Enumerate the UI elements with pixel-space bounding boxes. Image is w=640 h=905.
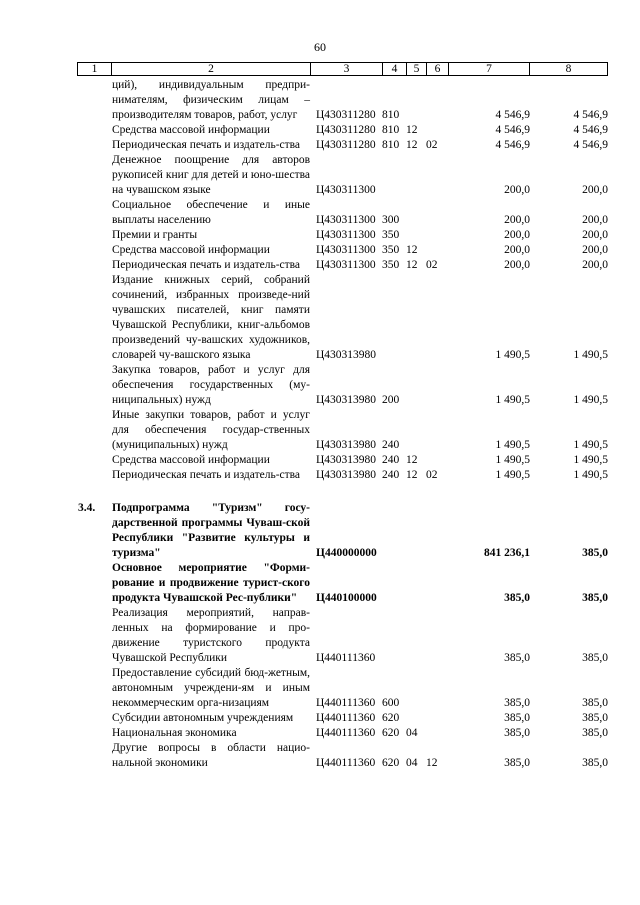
header-col-7: 7 <box>448 62 530 76</box>
row-name: Средства массовой информации <box>112 124 270 136</box>
table-body <box>78 78 608 771</box>
row-code: Ц430311280 <box>316 109 376 121</box>
row-sum-2: 385,0 <box>582 697 608 709</box>
row-sum-2: 1 490,5 <box>573 439 608 451</box>
header-col-1: 1 <box>77 62 112 76</box>
table-row <box>78 561 608 606</box>
header-col-3: 3 <box>310 62 383 76</box>
row-rz: 12 <box>406 454 418 466</box>
row-name: Средства массовой информации <box>112 244 270 256</box>
row-code: Ц430313980 <box>316 394 377 406</box>
header-col-6: 6 <box>426 62 449 76</box>
row-vr: 810 <box>382 124 400 136</box>
row-vr: 200 <box>382 394 400 406</box>
row-name: Национальная экономика <box>112 727 237 739</box>
row-sum-1: 1 490,5 <box>495 349 530 361</box>
row-name: Подпрограмма "Туризм" госу-дарственной программы Чуваш-ской Республики "Развитие культуры и туризма" <box>112 502 310 559</box>
row-code: Ц430313980 <box>316 439 377 451</box>
row-sum-1: 1 490,5 <box>495 439 530 451</box>
row-code: Ц440111360 <box>316 697 376 709</box>
row-name: Средства массовой информации <box>112 454 270 466</box>
table-row <box>78 228 608 243</box>
row-code: Ц440111360 <box>316 652 376 664</box>
row-sum-1: 200,0 <box>504 229 530 241</box>
row-sum-1: 200,0 <box>504 184 530 196</box>
row-sum-2: 200,0 <box>582 259 608 271</box>
table-row <box>78 741 608 771</box>
row-sum-1: 4 546,9 <box>495 109 530 121</box>
row-sum-2: 200,0 <box>582 214 608 226</box>
row-vr: 350 <box>382 244 400 256</box>
table-row <box>78 726 608 741</box>
row-code: Ц430313980 <box>316 454 377 466</box>
row-sum-1: 385,0 <box>504 652 530 664</box>
row-sum-1: 1 490,5 <box>495 394 530 406</box>
page-number: 60 <box>314 40 326 54</box>
row-vr: 810 <box>382 109 400 121</box>
row-rz: 12 <box>406 124 418 136</box>
row-code: Ц430311300 <box>316 259 376 271</box>
row-sum-2: 200,0 <box>582 229 608 241</box>
row-sum-1: 200,0 <box>504 214 530 226</box>
row-name: Периодическая печать и издатель-ства <box>112 259 301 271</box>
row-pr: 02 <box>426 259 438 271</box>
row-sum-2: 1 490,5 <box>573 394 608 406</box>
row-name: ций), индивидуальным предпри-нимателям, физическим лицам – производителям товаров, работ, услуг <box>112 79 310 121</box>
header-col-8: 8 <box>529 62 608 76</box>
row-name: Закупка товаров, работ и услуг для обеспечения государственных (му-ниципальных) нужд <box>112 364 310 406</box>
row-sum-2: 4 546,9 <box>573 139 608 151</box>
row-pr: 02 <box>426 139 438 151</box>
row-sum-2: 200,0 <box>582 184 608 196</box>
row-name: Субсидии автономным учреждениям <box>112 712 294 724</box>
table-row <box>78 363 608 408</box>
row-vr: 620 <box>382 757 400 769</box>
row-sum-1: 841 236,1 <box>484 547 530 559</box>
header-col-5: 5 <box>406 62 427 76</box>
row-name: Предоставление субсидий бюд-жетным, автономным учреждени-ям и иным некоммерческим орга-низациям <box>112 667 310 709</box>
header-col-2: 2 <box>111 62 311 76</box>
table-row <box>78 606 608 666</box>
row-code: Ц440111360 <box>316 727 376 739</box>
table-row <box>78 138 608 153</box>
row-number: 3.4. <box>78 502 96 514</box>
row-rz: 04 <box>406 727 418 739</box>
row-sum-2: 385,0 <box>582 712 608 724</box>
table-row <box>78 711 608 726</box>
row-name: Реализация мероприятий, направ-ленных на формирование и про-движение туристского продукта Чувашской Республики <box>112 607 310 664</box>
table-row <box>78 78 608 123</box>
row-name: Иные закупки товаров, работ и услуг для обеспечения государ-ственных (муниципальных) нужд <box>112 409 310 451</box>
row-rz: 12 <box>406 259 418 271</box>
row-sum-1: 1 490,5 <box>495 469 530 481</box>
table-row <box>78 273 608 363</box>
table-row <box>78 258 608 273</box>
row-vr: 240 <box>382 439 400 451</box>
row-code: Ц430311300 <box>316 244 376 256</box>
row-sum-1: 4 546,9 <box>495 139 530 151</box>
row-sum-2: 4 546,9 <box>573 124 608 136</box>
row-rz: 12 <box>406 469 418 481</box>
row-pr: 02 <box>426 469 438 481</box>
header-col-4: 4 <box>382 62 407 76</box>
row-sum-1: 385,0 <box>504 727 530 739</box>
row-sum-1: 1 490,5 <box>495 454 530 466</box>
row-code: Ц430311280 <box>316 139 376 151</box>
row-vr: 620 <box>382 727 400 739</box>
row-code: Ц430313980 <box>316 469 377 481</box>
row-sum-2: 1 490,5 <box>573 349 608 361</box>
row-code: Ц440000000 <box>316 547 377 559</box>
row-code: Ц430313980 <box>316 349 377 361</box>
row-name: Издание книжных серий, собраний сочинений, избранных произведе-ний чувашских писателей, книг памяти Чувашской Республики, книг-альбомов произведений чу-вашских художников, словарей чу-вашского языка <box>112 274 310 361</box>
row-vr: 350 <box>382 229 400 241</box>
row-vr: 300 <box>382 214 400 226</box>
row-sum-1: 385,0 <box>504 592 530 604</box>
row-pr: 12 <box>426 757 438 769</box>
table-row <box>78 153 608 198</box>
row-code: Ц440100000 <box>316 592 377 604</box>
table-row <box>78 408 608 453</box>
row-name: Социальное обеспечение и иные выплаты населению <box>112 199 310 226</box>
row-sum-1: 385,0 <box>504 757 530 769</box>
row-name: Периодическая печать и издатель-ства <box>112 139 301 151</box>
row-rz: 12 <box>406 139 418 151</box>
row-sum-1: 200,0 <box>504 259 530 271</box>
row-gap <box>78 483 608 501</box>
row-vr: 810 <box>382 139 400 151</box>
row-vr: 240 <box>382 454 400 466</box>
row-sum-1: 385,0 <box>504 712 530 724</box>
row-vr: 620 <box>382 712 400 724</box>
row-name: Периодическая печать и издатель-ства <box>112 469 301 481</box>
table-row <box>78 453 608 468</box>
row-sum-2: 1 490,5 <box>573 469 608 481</box>
row-vr: 600 <box>382 697 400 709</box>
row-sum-1: 200,0 <box>504 244 530 256</box>
row-vr: 240 <box>382 469 400 481</box>
row-sum-2: 385,0 <box>582 652 608 664</box>
row-sum-1: 4 546,9 <box>495 124 530 136</box>
row-sum-2: 385,0 <box>582 757 608 769</box>
row-vr: 350 <box>382 259 400 271</box>
row-name: Денежное поощрение для авторов рукописей книг для детей и юно-шества на чувашском языке <box>112 154 310 196</box>
row-code: Ц430311300 <box>316 229 376 241</box>
table-row <box>78 123 608 138</box>
row-code: Ц430311300 <box>316 184 376 196</box>
table-row <box>78 198 608 228</box>
row-code: Ц430311300 <box>316 214 376 226</box>
row-sum-2: 200,0 <box>582 244 608 256</box>
row-sum-2: 4 546,9 <box>573 109 608 121</box>
row-sum-1: 385,0 <box>504 697 530 709</box>
table-header <box>78 62 608 76</box>
row-sum-2: 385,0 <box>582 592 608 604</box>
table-row <box>78 666 608 711</box>
row-code: Ц440111360 <box>316 712 376 724</box>
row-name: Другие вопросы в области нацио-нальной экономики <box>112 742 310 769</box>
row-code: Ц430311280 <box>316 124 376 136</box>
row-sum-2: 385,0 <box>582 727 608 739</box>
row-sum-2: 1 490,5 <box>573 454 608 466</box>
row-name: Основное мероприятие "Форми-рование и продвижение турист-ского продукта Чувашской Рес-публики" <box>112 562 310 604</box>
row-name: Премии и гранты <box>112 229 198 241</box>
row-rz: 12 <box>406 244 418 256</box>
table-row <box>78 501 608 561</box>
table-row <box>78 468 608 483</box>
row-rz: 04 <box>406 757 418 769</box>
row-sum-2: 385,0 <box>582 547 608 559</box>
table-row <box>78 243 608 258</box>
row-code: Ц440111360 <box>316 757 376 769</box>
